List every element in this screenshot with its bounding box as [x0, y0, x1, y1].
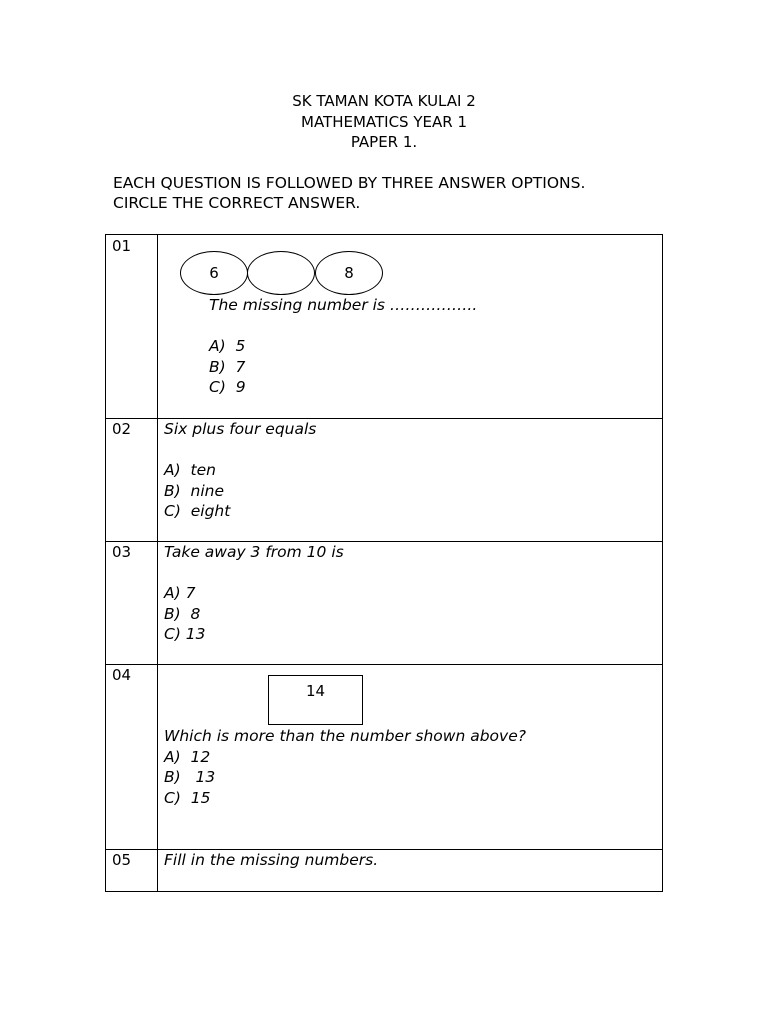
option-b: B) 13 [164, 768, 216, 786]
number-cell [106, 541, 158, 664]
number-oval-blank [247, 251, 315, 295]
option-a: A) 7 [164, 584, 196, 602]
question-row-05 [106, 849, 662, 891]
number-cell [106, 235, 158, 418]
question-row-01 [106, 235, 662, 419]
question-prompt: Six plus four equals [164, 420, 317, 438]
number-cell [106, 664, 158, 849]
question-prompt: The missing number is …………….. [209, 296, 478, 314]
question-row-02 [106, 418, 662, 542]
number-box: 14 [268, 675, 363, 725]
number-oval-1: 6 [180, 251, 248, 295]
question-prompt: Which is more than the number shown above? [164, 727, 526, 745]
school-name: SK TAMAN KOTA KULAI 2 [292, 92, 476, 110]
question-row-03 [106, 541, 662, 665]
question-body [209, 295, 477, 398]
question-number: 04 [112, 666, 132, 684]
question-number: 03 [112, 543, 132, 561]
question-row-04 [106, 664, 662, 850]
question-number: 02 [112, 420, 132, 438]
number-oval-3: 8 [315, 251, 383, 295]
option-c: C) eight [164, 502, 231, 520]
question-body [164, 850, 378, 871]
questions-table [105, 234, 663, 892]
option-b: B) 8 [164, 604, 201, 623]
paper-title: PAPER 1. [350, 133, 418, 151]
number-cell [106, 849, 158, 891]
question-prompt: Take away 3 from 10 is [164, 543, 344, 561]
question-body [164, 419, 316, 522]
instructions-line-2: CIRCLE THE CORRECT ANSWER. [113, 194, 361, 212]
option-a: A) ten [164, 461, 216, 479]
subject-title: MATHEMATICS YEAR 1 [301, 112, 467, 131]
question-number: 01 [112, 237, 132, 255]
option-b: B) 7 [209, 357, 246, 376]
question-body [164, 542, 344, 645]
question-body [164, 726, 526, 808]
option-a: A) 12 [164, 747, 211, 766]
number-cell [106, 418, 158, 541]
option-a: A) 5 [209, 337, 246, 355]
instructions [113, 173, 585, 213]
document-header [0, 91, 768, 153]
instructions-line-1: EACH QUESTION IS FOLLOWED BY THREE ANSWER OPTIONS. [113, 174, 586, 192]
option-c: C) 9 [209, 378, 246, 396]
question-number: 05 [112, 851, 132, 869]
option-b: B) nine [164, 481, 225, 500]
question-prompt: Fill in the missing numbers. [164, 851, 379, 869]
option-c: C) 13 [164, 625, 206, 643]
option-c: C) 15 [164, 788, 211, 807]
